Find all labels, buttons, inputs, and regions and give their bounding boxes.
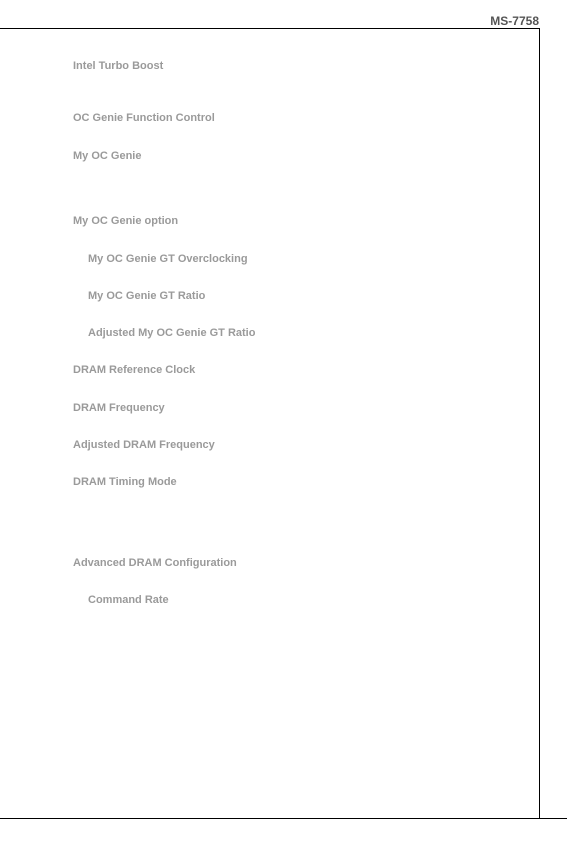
top-border-line <box>0 28 540 29</box>
setting-oc-genie-function-control: OC Genie Function Control <box>73 112 215 124</box>
setting-dram-frequency: DRAM Frequency <box>73 402 165 414</box>
setting-my-oc-genie: My OC Genie <box>73 150 142 162</box>
setting-my-oc-genie-option: My OC Genie option <box>73 215 179 227</box>
right-border-line <box>539 28 540 818</box>
setting-dram-reference-clock: DRAM Reference Clock <box>73 364 196 376</box>
setting-command-rate: Command Rate <box>88 594 169 606</box>
bottom-border-line <box>0 818 567 819</box>
model-number: MS-7758 <box>490 14 539 28</box>
setting-intel-turbo-boost: Intel Turbo Boost <box>73 60 164 72</box>
setting-my-oc-genie-gt-ratio: My OC Genie GT Ratio <box>88 290 206 302</box>
setting-dram-timing-mode: DRAM Timing Mode <box>73 476 177 488</box>
setting-adjusted-my-oc-genie-gt-ratio: Adjusted My OC Genie GT Ratio <box>88 327 256 339</box>
setting-advanced-dram-configuration: Advanced DRAM Configuration <box>73 557 237 569</box>
setting-adjusted-dram-frequency: Adjusted DRAM Frequency <box>73 439 215 451</box>
setting-my-oc-genie-gt-overclocking: My OC Genie GT Overclocking <box>88 253 248 265</box>
